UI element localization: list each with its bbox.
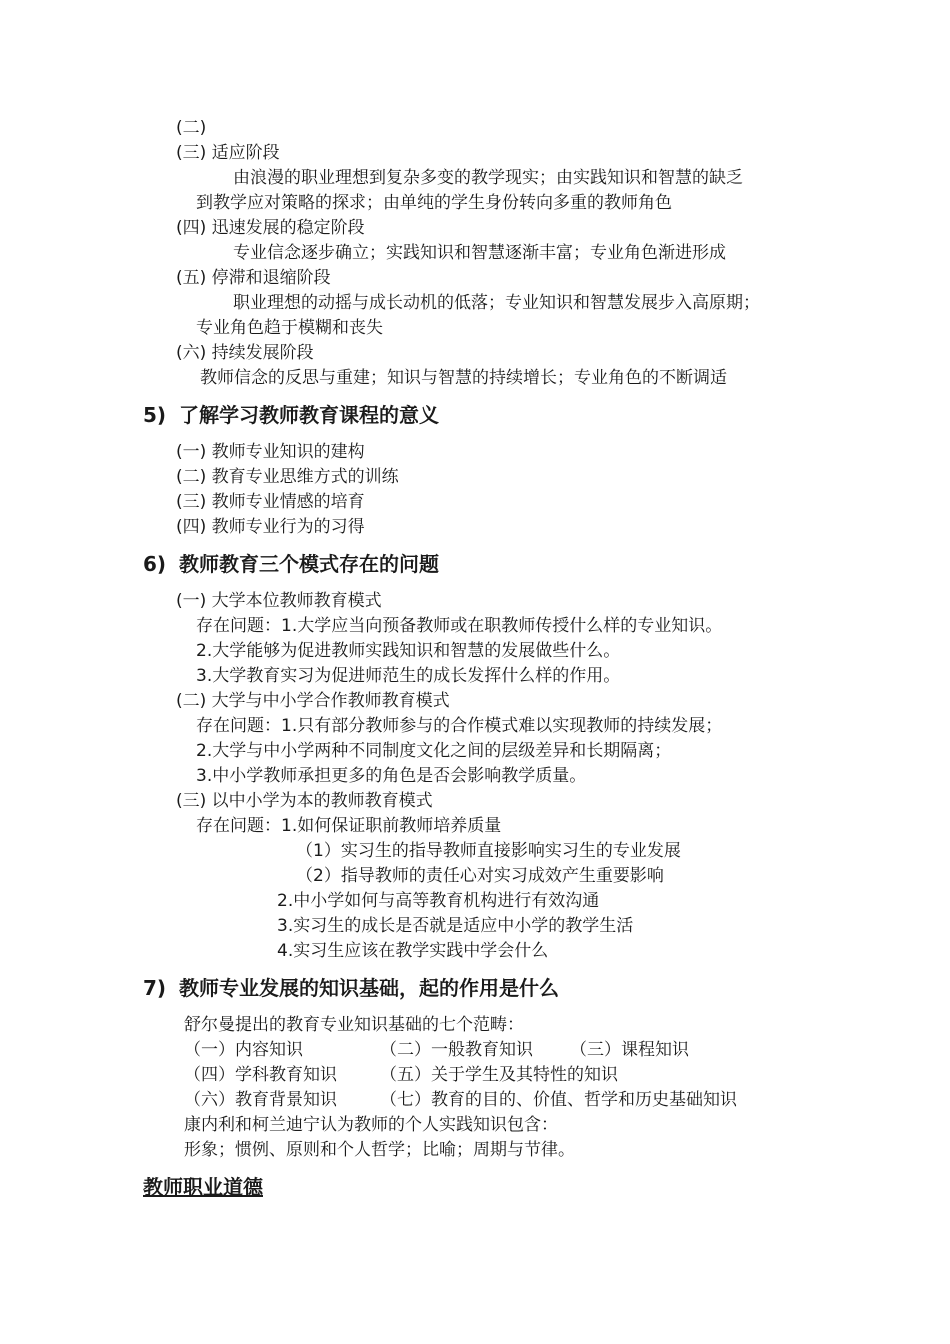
stage-5-heading: (五) 停滞和退缩阶段 bbox=[176, 268, 331, 288]
stage-6-text: 教师信念的反思与重建；知识与智慧的持续增长；专业角色的不断调适 bbox=[200, 368, 727, 388]
model-1-heading: (一) 大学本位教师教育模式 bbox=[176, 591, 382, 611]
list-item: (三) 教师专业情感的培育 bbox=[176, 492, 365, 512]
category-item: （三）课程知识 bbox=[570, 1040, 689, 1060]
question-7-heading bbox=[143, 974, 559, 1002]
category-item: （二）一般教育知识 bbox=[380, 1040, 533, 1060]
model-3-text: 4.实习生应该在教学实践中学会什么 bbox=[277, 941, 549, 961]
stage-5-text: 职业理想的动摇与成长动机的低落；专业知识和智慧发展步入高原期； bbox=[233, 293, 760, 313]
question-6-heading bbox=[143, 550, 439, 578]
model-3-text: 3.实习生的成长是否就是适应中小学的教学生活 bbox=[277, 916, 634, 936]
model-2-heading: (二) 大学与中小学合作教师教育模式 bbox=[176, 691, 450, 711]
stage-2-heading: (二) bbox=[176, 118, 207, 138]
question-title: 了解学习教师教育课程的意义 bbox=[179, 403, 439, 427]
category-item: （四）学科教育知识 bbox=[184, 1065, 337, 1085]
question-5-heading bbox=[143, 401, 439, 429]
category-item: （六）教育背景知识 bbox=[184, 1090, 337, 1110]
model-3-text: （1）实习生的指导教师直接影响实习生的专业发展 bbox=[296, 841, 681, 861]
model-3-text: （2）指导教师的责任心对实习成效产生重要影响 bbox=[296, 866, 664, 886]
model-3-text: 2.中小学如何与高等教育机构进行有效沟通 bbox=[277, 891, 600, 911]
stage-4-heading: (四) 迅速发展的稳定阶段 bbox=[176, 218, 365, 238]
question-number: 6) bbox=[143, 552, 167, 576]
model-3-heading: (三) 以中小学为本的教师教育模式 bbox=[176, 791, 433, 811]
category-item: （七）教育的目的、价值、哲学和历史基础知识 bbox=[380, 1090, 737, 1110]
list-item: (二) 教育专业思维方式的训练 bbox=[176, 467, 399, 487]
category-item: （一）内容知识 bbox=[184, 1040, 303, 1060]
stage-4-text: 专业信念逐步确立；实践知识和智慧逐渐丰富；专业角色渐进形成 bbox=[233, 243, 726, 263]
list-item: (四) 教师专业行为的习得 bbox=[176, 517, 365, 537]
practical-knowledge-intro: 康内利和柯兰迪宁认为教师的个人实践知识包含： bbox=[184, 1115, 558, 1135]
question-number: 7) bbox=[143, 976, 167, 1000]
practical-knowledge-list: 形象；惯例、原则和个人哲学；比喻；周期与节律。 bbox=[184, 1140, 575, 1160]
stage-3-text: 由浪漫的职业理想到复杂多变的教学现实；由实践知识和智慧的缺乏 bbox=[233, 168, 743, 188]
question-title: 教师教育三个模式存在的问题 bbox=[179, 552, 439, 576]
stage-6-heading: (六) 持续发展阶段 bbox=[176, 343, 314, 363]
stage-3-text: 到教学应对策略的探求；由单纯的学生身份转向多重的教师角色 bbox=[196, 193, 672, 213]
stage-5-text: 专业角色趋于模糊和丧失 bbox=[196, 318, 383, 338]
list-item: (一) 教师专业知识的建构 bbox=[176, 442, 365, 462]
model-1-text: 存在问题：1.大学应当向预备教师或在职教师传授什么样的专业知识。 bbox=[196, 616, 723, 636]
question-title: 教师专业发展的知识基础，起的作用是什么 bbox=[179, 976, 559, 1000]
section-heading: 教师职业道德 bbox=[143, 1175, 263, 1199]
model-2-text: 存在问题：1.只有部分教师参与的合作模式难以实现教师的持续发展； bbox=[196, 716, 723, 736]
model-1-text: 3.大学教育实习为促进师范生的成长发挥什么样的作用。 bbox=[196, 666, 621, 686]
model-1-text: 2.大学能够为促进教师实践知识和智慧的发展做些什么。 bbox=[196, 641, 621, 661]
model-2-text: 3.中小学教师承担更多的角色是否会影响教学质量。 bbox=[196, 766, 587, 786]
model-2-text: 2.大学与中小学两种不同制度文化之间的层级差异和长期隔离； bbox=[196, 741, 672, 761]
category-item: （五）关于学生及其特性的知识 bbox=[380, 1065, 618, 1085]
shulman-intro: 舒尔曼提出的教育专业知识基础的七个范畴： bbox=[184, 1015, 524, 1035]
question-number: 5) bbox=[143, 403, 167, 427]
model-3-text: 存在问题：1.如何保证职前教师培养质量 bbox=[196, 816, 502, 836]
stage-3-heading: (三) 适应阶段 bbox=[176, 143, 280, 163]
